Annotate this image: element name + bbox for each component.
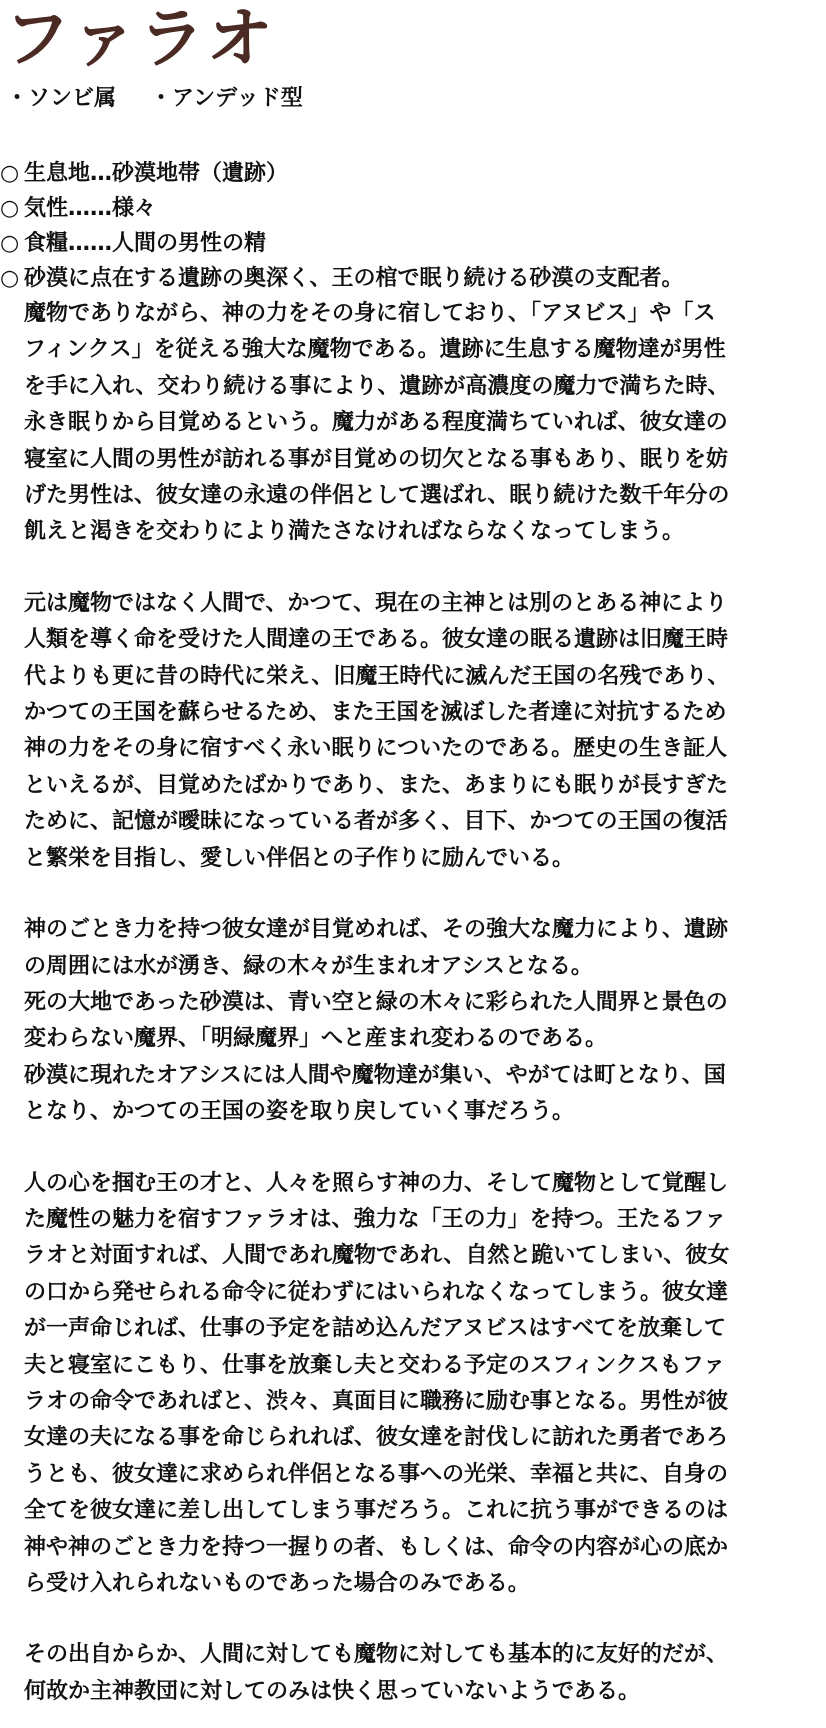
text-line: といえるが、目覚めたばかりであり、また、あまりにも眠りが長すぎた (24, 772, 729, 798)
text-line: 夫と寝室にこもり、仕事を放棄し夫と交わる予定のスフィンクスもファ (24, 1352, 726, 1378)
type-tag: ・アンデッド型 (150, 86, 303, 111)
text-line: 人類を導く命を受けた人間達の王である。彼女達の眠る遺跡は旧魔王時 (24, 627, 729, 653)
text-line: かつての王国を蘇らせるため、また王国を滅ぼした者達に対抗するため (24, 700, 727, 726)
intro-line (0, 261, 684, 296)
text-line: 死の大地であった砂漠は、青い空と緑の木々に彩られた人間界と景色の (24, 989, 728, 1015)
text-line: 女達の夫になる事を命じられれば、彼女達を討伐しに訪れた勇者であろ (24, 1425, 729, 1451)
text-line: ために、記憶が曖昧になっている者が多く、目下、かつての王国の復活 (24, 809, 728, 835)
text-line: ラオの命令であればと、渋々、真面目に職務に励む事となる。男性が彼 (24, 1388, 729, 1414)
text-line: 何故か主神教団に対してのみは快く思っていないようである。 (24, 1678, 641, 1704)
description-paragraph (24, 586, 820, 877)
text-line: げた男性は、彼女達の永遠の伴侶として選ばれ、眠り続けた数千年分の (24, 483, 730, 509)
text-line: 代よりも更に昔の時代に栄え、旧魔王時代に滅んだ王国の名残であり、 (24, 663, 730, 689)
classification-tags (6, 84, 303, 114)
text-line: ら受け入れられないものであった場合のみである。 (24, 1571, 530, 1596)
text-line: うとも、彼女達に求められ伴侶となる事への光栄、幸福と共に、自身の (24, 1461, 729, 1487)
text-line: 神や神のごとき力を持つ一握りの者、もしくは、命令の内容が心の底か (24, 1534, 729, 1560)
text-line: 砂漠に現れたオアシスには人間や魔物達が集い、やがては町となり、国 (24, 1062, 726, 1088)
circle-marker: ○ (0, 266, 20, 291)
text-line: 人の心を掴む王の才と、人々を照らす神の力、そして魔物として覚醒し (24, 1170, 729, 1196)
text-line: フィンクス」を従える強大な魔物である。遺跡に生息する魔物達が男性 (24, 337, 726, 363)
family-tag: ・ソンビ属 (6, 86, 117, 111)
text-line: 永き眠りから目覚めるという。魔力がある程度満ちていれば、彼女達の (24, 410, 728, 436)
text-line: となり、かつての王国の姿を取り戻していく事だろう。 (24, 1099, 575, 1125)
text-line: 変わらない魔界、「明緑魔界」へと産まれ変わるのである。 (24, 1026, 608, 1052)
temperament-line (0, 191, 288, 226)
diet-line (0, 226, 288, 261)
text-line: た魔性の魅力を宿すファラオは、強力な「王の力」を持つ。王たるファ (24, 1206, 727, 1232)
attribute-list (0, 156, 288, 261)
circle-marker: ○ (0, 231, 20, 256)
text-line: の口から発せられる命令に従わずにはいられなくなってしまう。彼女達 (24, 1279, 729, 1305)
text-line: その出自からか、人間に対しても魔物に対しても基本的に友好的だが、 (24, 1642, 729, 1668)
text-line: 全てを彼女達に差し出してしまう事だろう。これに抗う事ができるのは (24, 1498, 729, 1524)
text-line: 魔物でありながら、神の力をその身に宿しており、「アヌビス」や「ス (24, 301, 716, 326)
page-title: ファラオ (4, 0, 275, 77)
temperament-text: 気性……様々 (24, 196, 157, 221)
text-line: 神の力をその身に宿すべく永い眠りについたのである。歴史の生き証人 (24, 736, 728, 762)
habitat-line (0, 156, 288, 191)
text-line: と繁栄を目指し、愛しい伴侶との子作りに励んでいる。 (24, 845, 575, 871)
description-paragraph (24, 912, 820, 1130)
description-paragraph (24, 1637, 820, 1710)
intro-text: 砂漠に点在する遺跡の奥深く、王の棺で眠り続ける砂漠の支配者。 (24, 266, 684, 291)
text-line: が一声命じれば、仕事の予定を詰め込んだアヌビスはすべてを放棄して (24, 1316, 727, 1342)
text-line: の周囲には水が湧き、緑の木々が生まれオアシスとなる。 (24, 953, 593, 979)
text-line: ラオと対面すれば、人間であれ魔物であれ、自然と跪いてしまい、彼女 (24, 1243, 730, 1269)
habitat-text: 生息地…砂漠地帯（遺跡） (24, 161, 289, 186)
circle-marker: ○ (0, 196, 20, 221)
circle-marker: ○ (0, 161, 20, 186)
text-line: 神のごとき力を持つ彼女達が目覚めれば、その強大な魔力により、遺跡 (24, 917, 729, 943)
description-paragraph (24, 1166, 820, 1603)
text-line: を手に入れ、交わり続ける事により、遺跡が高濃度の魔力で満ちた時、 (24, 373, 730, 399)
description-paragraph (24, 296, 820, 551)
text-line: 元は魔物ではなく人間で、かつて、現在の主神とは別のとある神により (24, 590, 728, 616)
text-line: 寝室に人間の男性が訪れる事が目覚めの切欠となる事もあり、眠りを妨 (24, 446, 729, 472)
description-body (24, 296, 820, 1710)
text-line: 飢えと渇きを交わりにより満たさなければならなくなってしまう。 (24, 519, 685, 545)
diet-text: 食糧……人間の男性の精 (24, 231, 267, 256)
